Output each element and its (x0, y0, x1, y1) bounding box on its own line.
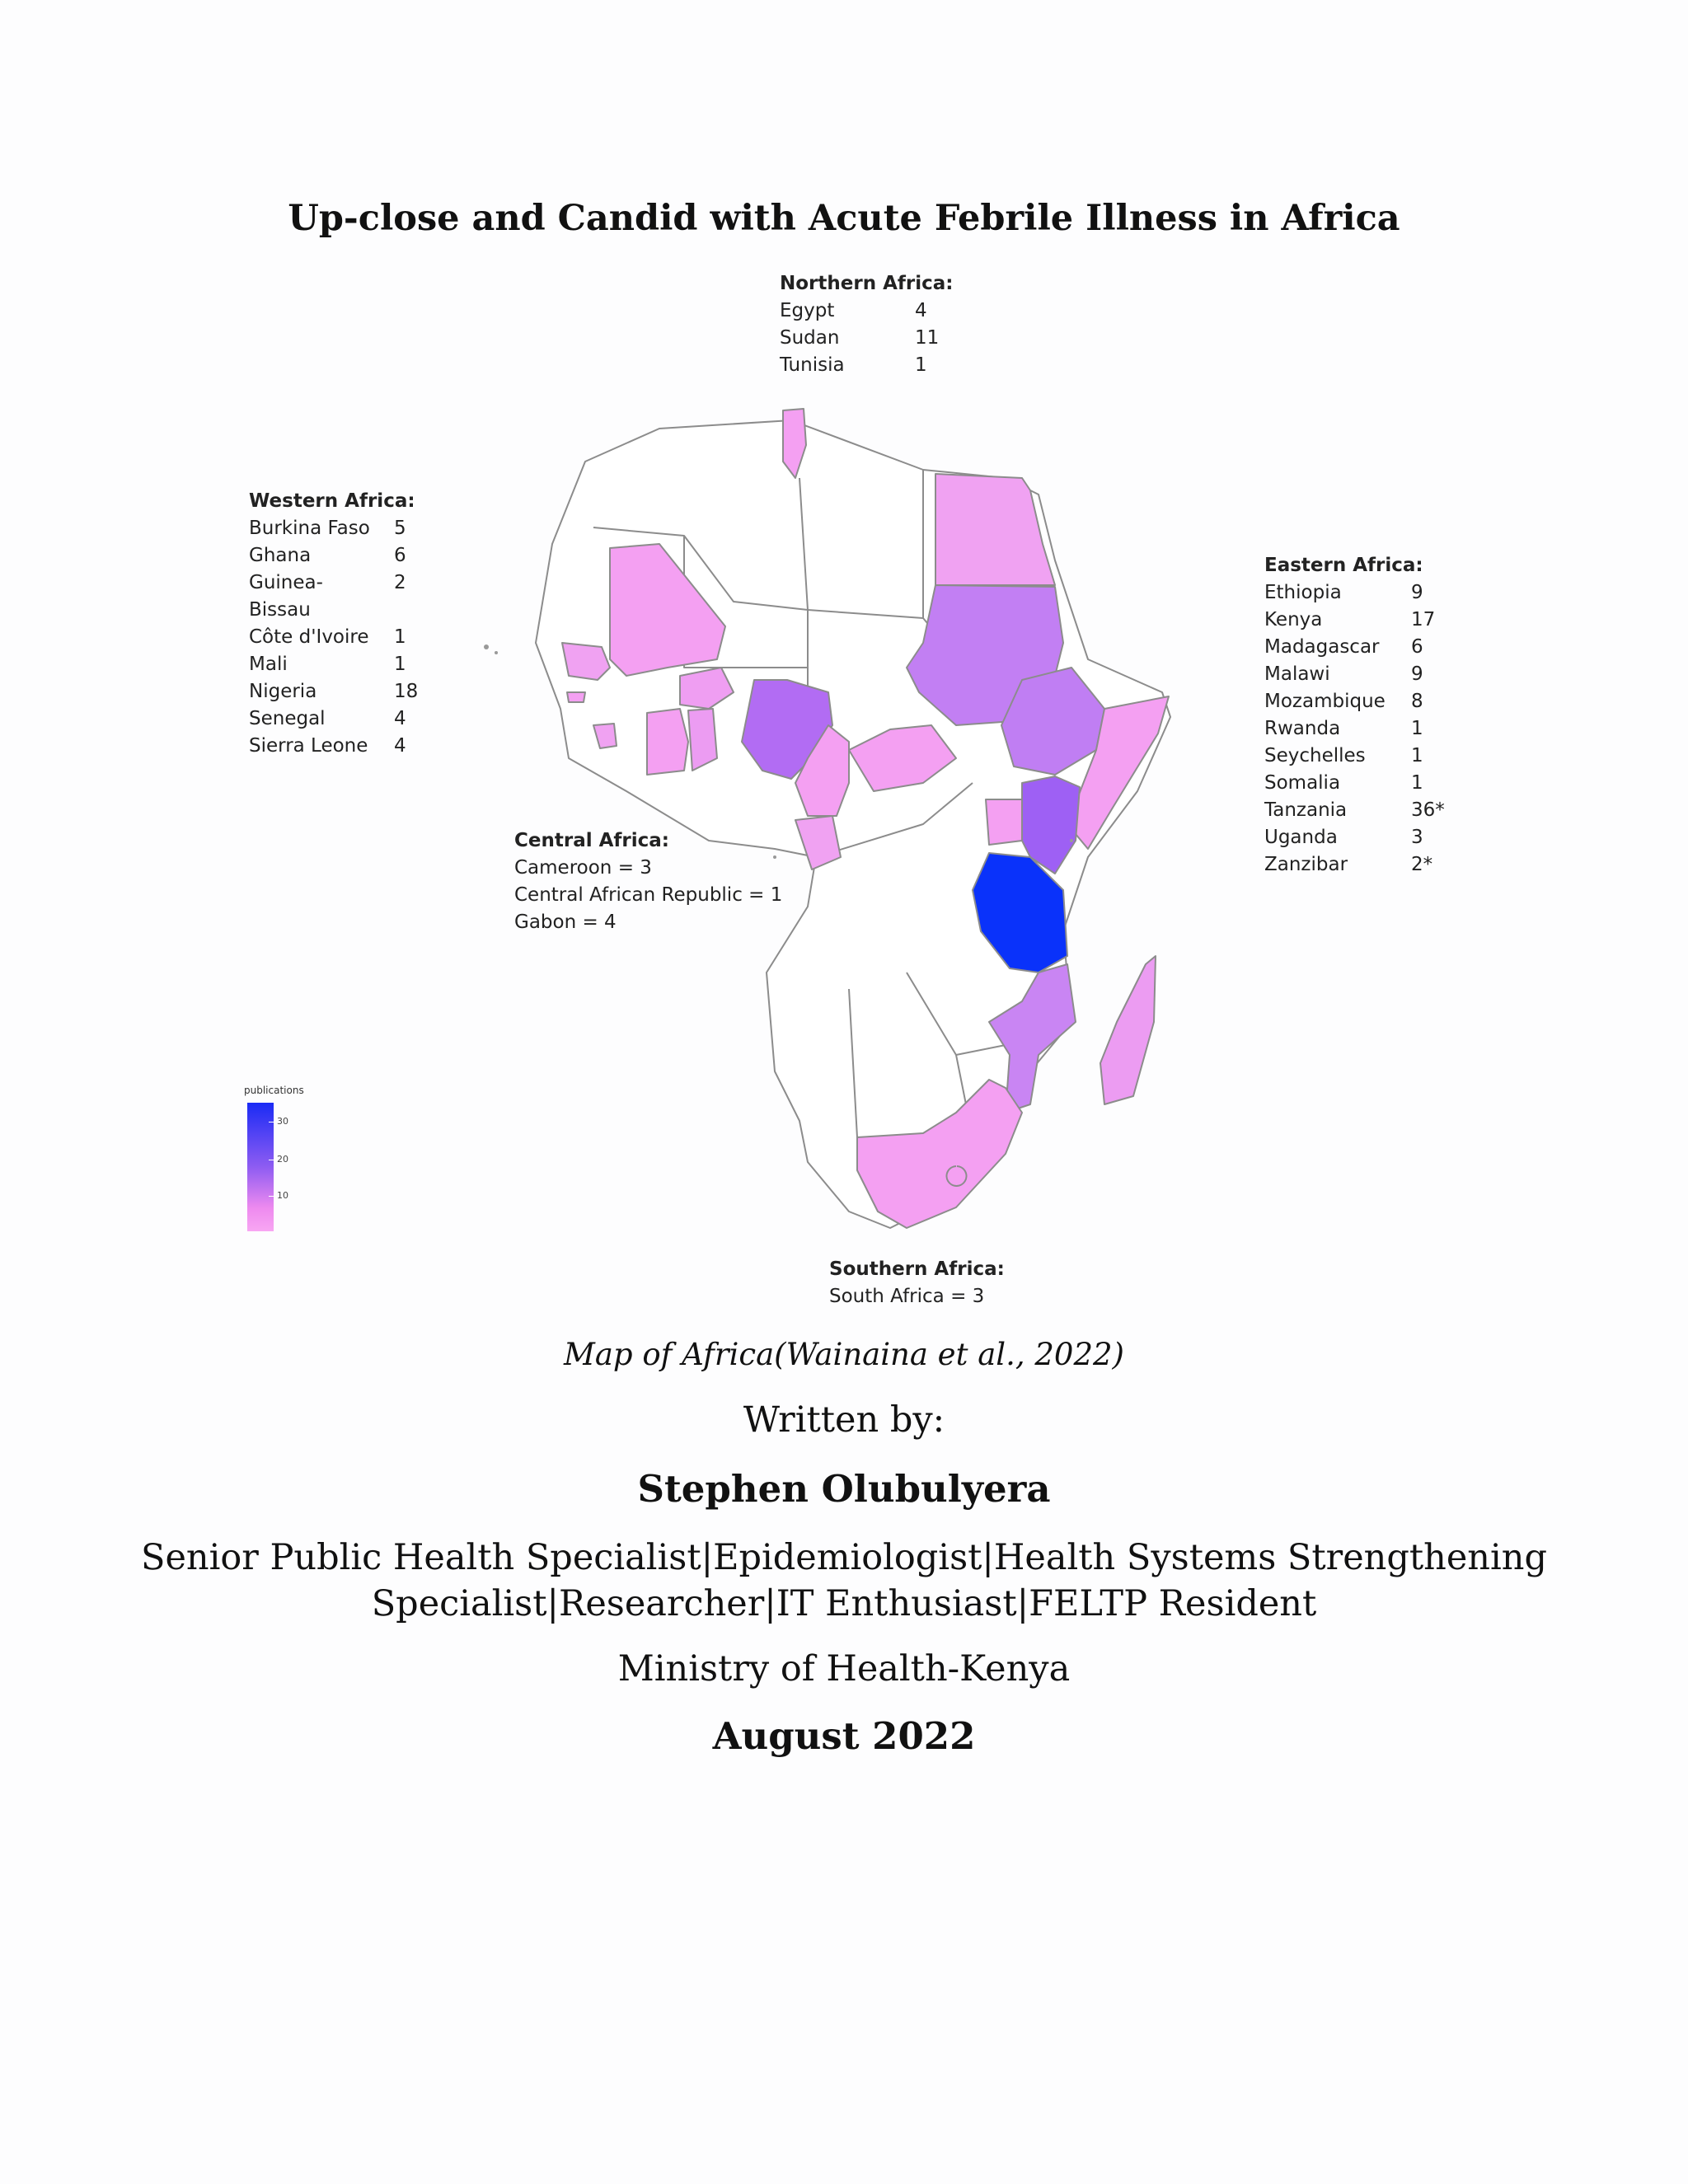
roles-line-1: Senior Public Health Specialist|Epidemiologist|Health Systems Strengthening (141, 1537, 1547, 1578)
country-egypt (935, 474, 1055, 585)
country-uganda (986, 799, 1022, 845)
list-item: Somalia 1 (1264, 772, 1423, 794)
list-item: South Africa = 3 (829, 1286, 985, 1307)
author-name: Stephen Olubulyera (637, 1467, 1051, 1511)
country-madagascar (1100, 956, 1156, 1104)
publication-date: August 2022 (712, 1714, 976, 1758)
map-legend (244, 1085, 304, 1201)
list-item: Rwanda 1 (1264, 718, 1423, 739)
list-item: Zanzibar 2* (1264, 854, 1433, 875)
list-item: Ghana 6 (249, 545, 406, 566)
list-item: Sudan 11 (780, 327, 940, 349)
island-dot (484, 644, 489, 649)
list-item: Guinea-Bissau 2 (249, 572, 406, 621)
legend-tick: 30 (277, 1116, 288, 1127)
list-item: Sierra Leone 4 (249, 735, 406, 757)
africa-map (462, 396, 1187, 1253)
list-item: Madagascar 6 (1264, 636, 1423, 658)
legend-tick: 20 (277, 1154, 288, 1165)
list-item: Egypt 4 (780, 300, 927, 321)
island-dot (1070, 839, 1073, 842)
region-heading: Eastern Africa: (1264, 555, 1423, 576)
western-africa-list (249, 488, 418, 760)
ministry: Ministry of Health-Kenya (617, 1648, 1071, 1690)
region-heading: Central Africa: (514, 830, 669, 851)
author-roles (0, 1535, 1688, 1627)
list-item: Burkina Faso 5 (249, 518, 406, 539)
legend-title: publications (244, 1085, 304, 1096)
eastern-africa-list (1264, 552, 1445, 879)
island-dot (773, 855, 776, 859)
legend-tick: 10 (277, 1190, 288, 1201)
list-item: Tanzania 36* (1264, 799, 1445, 821)
written-by-label: Written by: (743, 1399, 945, 1441)
list-item: Nigeria 18 (249, 681, 419, 702)
roles-line-2: Specialist|Researcher|IT Enthusiast|FELTP Resident (371, 1583, 1317, 1624)
list-item: Mozambique 8 (1264, 691, 1423, 712)
document-title: Up-close and Candid with Acute Febrile Illness in Africa (288, 198, 1400, 239)
country-senegal (562, 643, 610, 680)
northern-africa-list (780, 270, 953, 379)
map-caption: Map of Africa(Wainaina et al., 2022) (563, 1337, 1124, 1372)
region-heading: Western Africa: (249, 490, 415, 512)
list-item: Ethiopia 9 (1264, 582, 1423, 603)
country-cote-divoire (647, 709, 688, 775)
country-guinea-bissau (567, 692, 585, 702)
region-heading: Northern Africa: (780, 273, 954, 294)
list-item: Gabon = 4 (514, 912, 617, 933)
list-item: Tunisia 1 (780, 354, 927, 376)
island-dot (495, 651, 498, 654)
list-item: Côte d'Ivoire 1 (249, 626, 406, 648)
list-item: Mali 1 (249, 654, 406, 675)
southern-africa-list (829, 1256, 1005, 1310)
list-item: Kenya 17 (1264, 609, 1436, 630)
list-item: Seychelles 1 (1264, 745, 1423, 766)
list-item: Malawi 9 (1264, 663, 1423, 685)
list-item: Cameroon = 3 (514, 857, 652, 879)
region-heading: Southern Africa: (829, 1258, 1005, 1280)
list-item: Senegal 4 (249, 708, 406, 729)
list-item: Central African Republic = 1 (514, 884, 783, 906)
list-item: Uganda 3 (1264, 827, 1423, 848)
